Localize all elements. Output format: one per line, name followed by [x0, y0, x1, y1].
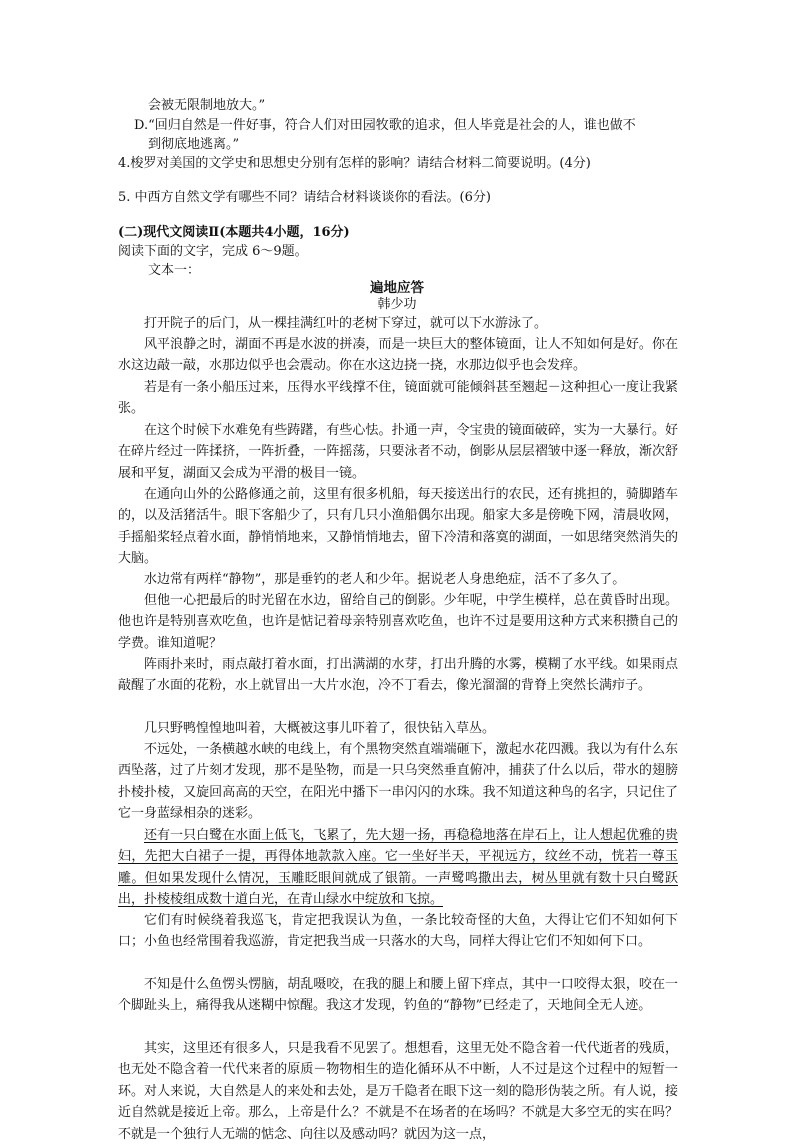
option-d-line2: 到彻底地逃离。”: [148, 137, 240, 152]
section-heading: (二)现代文阅读Ⅱ(本题共4小题，16分): [118, 225, 350, 240]
paragraph-9: 几只野鸭惶惶地叫着，大概被这事儿吓着了，很快钻入草丛。: [144, 721, 496, 736]
option-d-line1: D.“回归自然是一件好事，符合人们对田园牧歌的追求，但人毕竟是社会的人，谁也做不: [134, 118, 636, 133]
paragraph-2: 风平浪静之时，湖面不再是水波的拼凑，而是一块巨大的整体镜面，让人不知如何是好。你在水这边敲一敲，水那边似乎也会震动。你在水这边挠一挠，水那边似乎也会发痒。: [118, 337, 678, 374]
paragraph-5: 在通向山外的公路修通之前，这里有很多机船，每天接送出行的农民，还有挑担的，骑脚踏车的，以及活猪活牛。眼下客船少了，只有几只小渔船偶尔出现。船家大多是傍晚下网，清晨收网，手摇船桨轻点着水面，静悄悄地来，又静悄悄地去，留下冷清和落寞的湖面，一如思绪突然消失的大脑。: [118, 487, 678, 567]
paragraph-12: 它们有时候绕着我巡飞，肯定把我误认为鱼，一条比较奇怪的大鱼，大得让它们不知如何下口；小鱼也经常围着我巡游，肯定把我当成一只落水的大鸟，同样大得让它们不知如何下口。: [118, 913, 678, 950]
paragraph-4: 在这个时候下水难免有些踌躇，有些心怯。扑通一声，令宝贵的镜面破碎，实为一大暴行。好在碎片经过一阵揉挤，一阵折叠，一阵摇荡，只要泳者不动，倒影从层层褶皱中逐一释放，渐次舒展和平复，湖面又会成为平滑的极目一镜。: [118, 423, 678, 481]
paragraph-3: 若是有一条小船压过来，压得水平线撑不住，镜面就可能倾斜甚至翘起－这种担心一度让我紧张。: [118, 380, 678, 417]
question-4: 4.梭罗对美国的文学史和思想史分别有怎样的影响？请结合材料二简要说明。(4分): [118, 156, 591, 171]
question-5: 5. 中西方自然文学有哪些不同？请结合材料谈谈你的看法。(6分): [118, 190, 491, 205]
article-author: 韩少功: [377, 297, 417, 312]
text-label: 文本一：: [148, 263, 201, 278]
paragraph-1: 打开院子的后门，从一棵挂满红叶的老树下穿过，就可以下水游泳了。: [144, 316, 548, 331]
paragraph-7: 但他一心把最后的时光留在水边，留给自己的倒影。少年呢，中学生模样，总在黄昏时出现。他也许是特别喜欢吃鱼，也许是惦记着母亲特别喜欢吃鱼，也许不过是要用这种方式来积攒自己的学费。谁知道呢？: [118, 593, 678, 651]
paragraph-13: 不知是什么鱼愣头愣脑，胡乱嗫咬，在我的腿上和腰上留下痒点，其中一口咬得太狠，咬在一个脚趾头上，痛得我从迷糊中惊醒。我这才发现，钓鱼的“静物”已经走了，天地间全无人迹。: [118, 977, 678, 1014]
paragraph-14: 其实，这里还有很多人，只是我看不见罢了。想想看，这里无处不隐含着一代代逝者的残质，也无处不隐含着一代代来者的原质－物物相生的造化循环从不中断，人不过是这个过程中的短暂一环。对人来说，大自然是人的来处和去处，是万千隐者在眼下这一刻的隐形伪装之所。有人说，接近自然就是接近上帝。那么，上帝是什么？不就是不在场者的在场吗？不就是大多空无的实在吗？不就是一个独行人无端的惦念、向往以及感动吗？就因为这一点，: [118, 1041, 678, 1142]
paragraph-8: 阵雨扑来时，雨点敲打着水面，打出满湖的水芽，打出升腾的水雾，模糊了水平线。如果雨点敲醒了水面的花粉，水上就冒出一大片水泡，冷不丁看去，像光溜溜的背脊上突然长满疖子。: [118, 657, 678, 694]
paragraph-11-underlined: 还有一只白鹭在水面上低飞，飞累了，先大翅一扬，再稳稳地落在岸石上，让人想起优雅的贵妇，先把大白裙子一提，再得体地款款入座。它一坐好半天，平视远方，纹丝不动，恍若一尊玉雕。但如果发现什么情况，玉雕眨眼间就成了银箭。一声鹭鸣撒出去，树丛里就有数十只白鹭跃出，扑棱棱组成数十道白光，在青山绿水中绽放和飞掠。: [118, 828, 678, 908]
paragraph-6: 水边常有两样“静物”，那是垂钓的老人和少年。据说老人身患绝症，活不了多久了。: [144, 572, 626, 587]
paragraph-10: 不远处，一条横越水峡的电线上，有个黑物突然直端端砸下，激起水花四溅。我以为有什么东西坠落，过了片刻才发现，那不是坠物，而是一只乌突然垂直俯冲，捕获了什么以后，带水的翅膀扑棱扑棱，又旋回高高的天空，在阳光中播下一串闪闪的水珠。我不知道这种鸟的名字，只记住了它一身蓝绿相杂的迷彩。: [118, 742, 678, 822]
article-title: 遍地应答: [370, 280, 424, 296]
option-c-tail: 会被无限制地放大。”: [148, 98, 266, 113]
section-instruction: 阅读下面的文字，完成 6～9题。: [118, 244, 308, 259]
